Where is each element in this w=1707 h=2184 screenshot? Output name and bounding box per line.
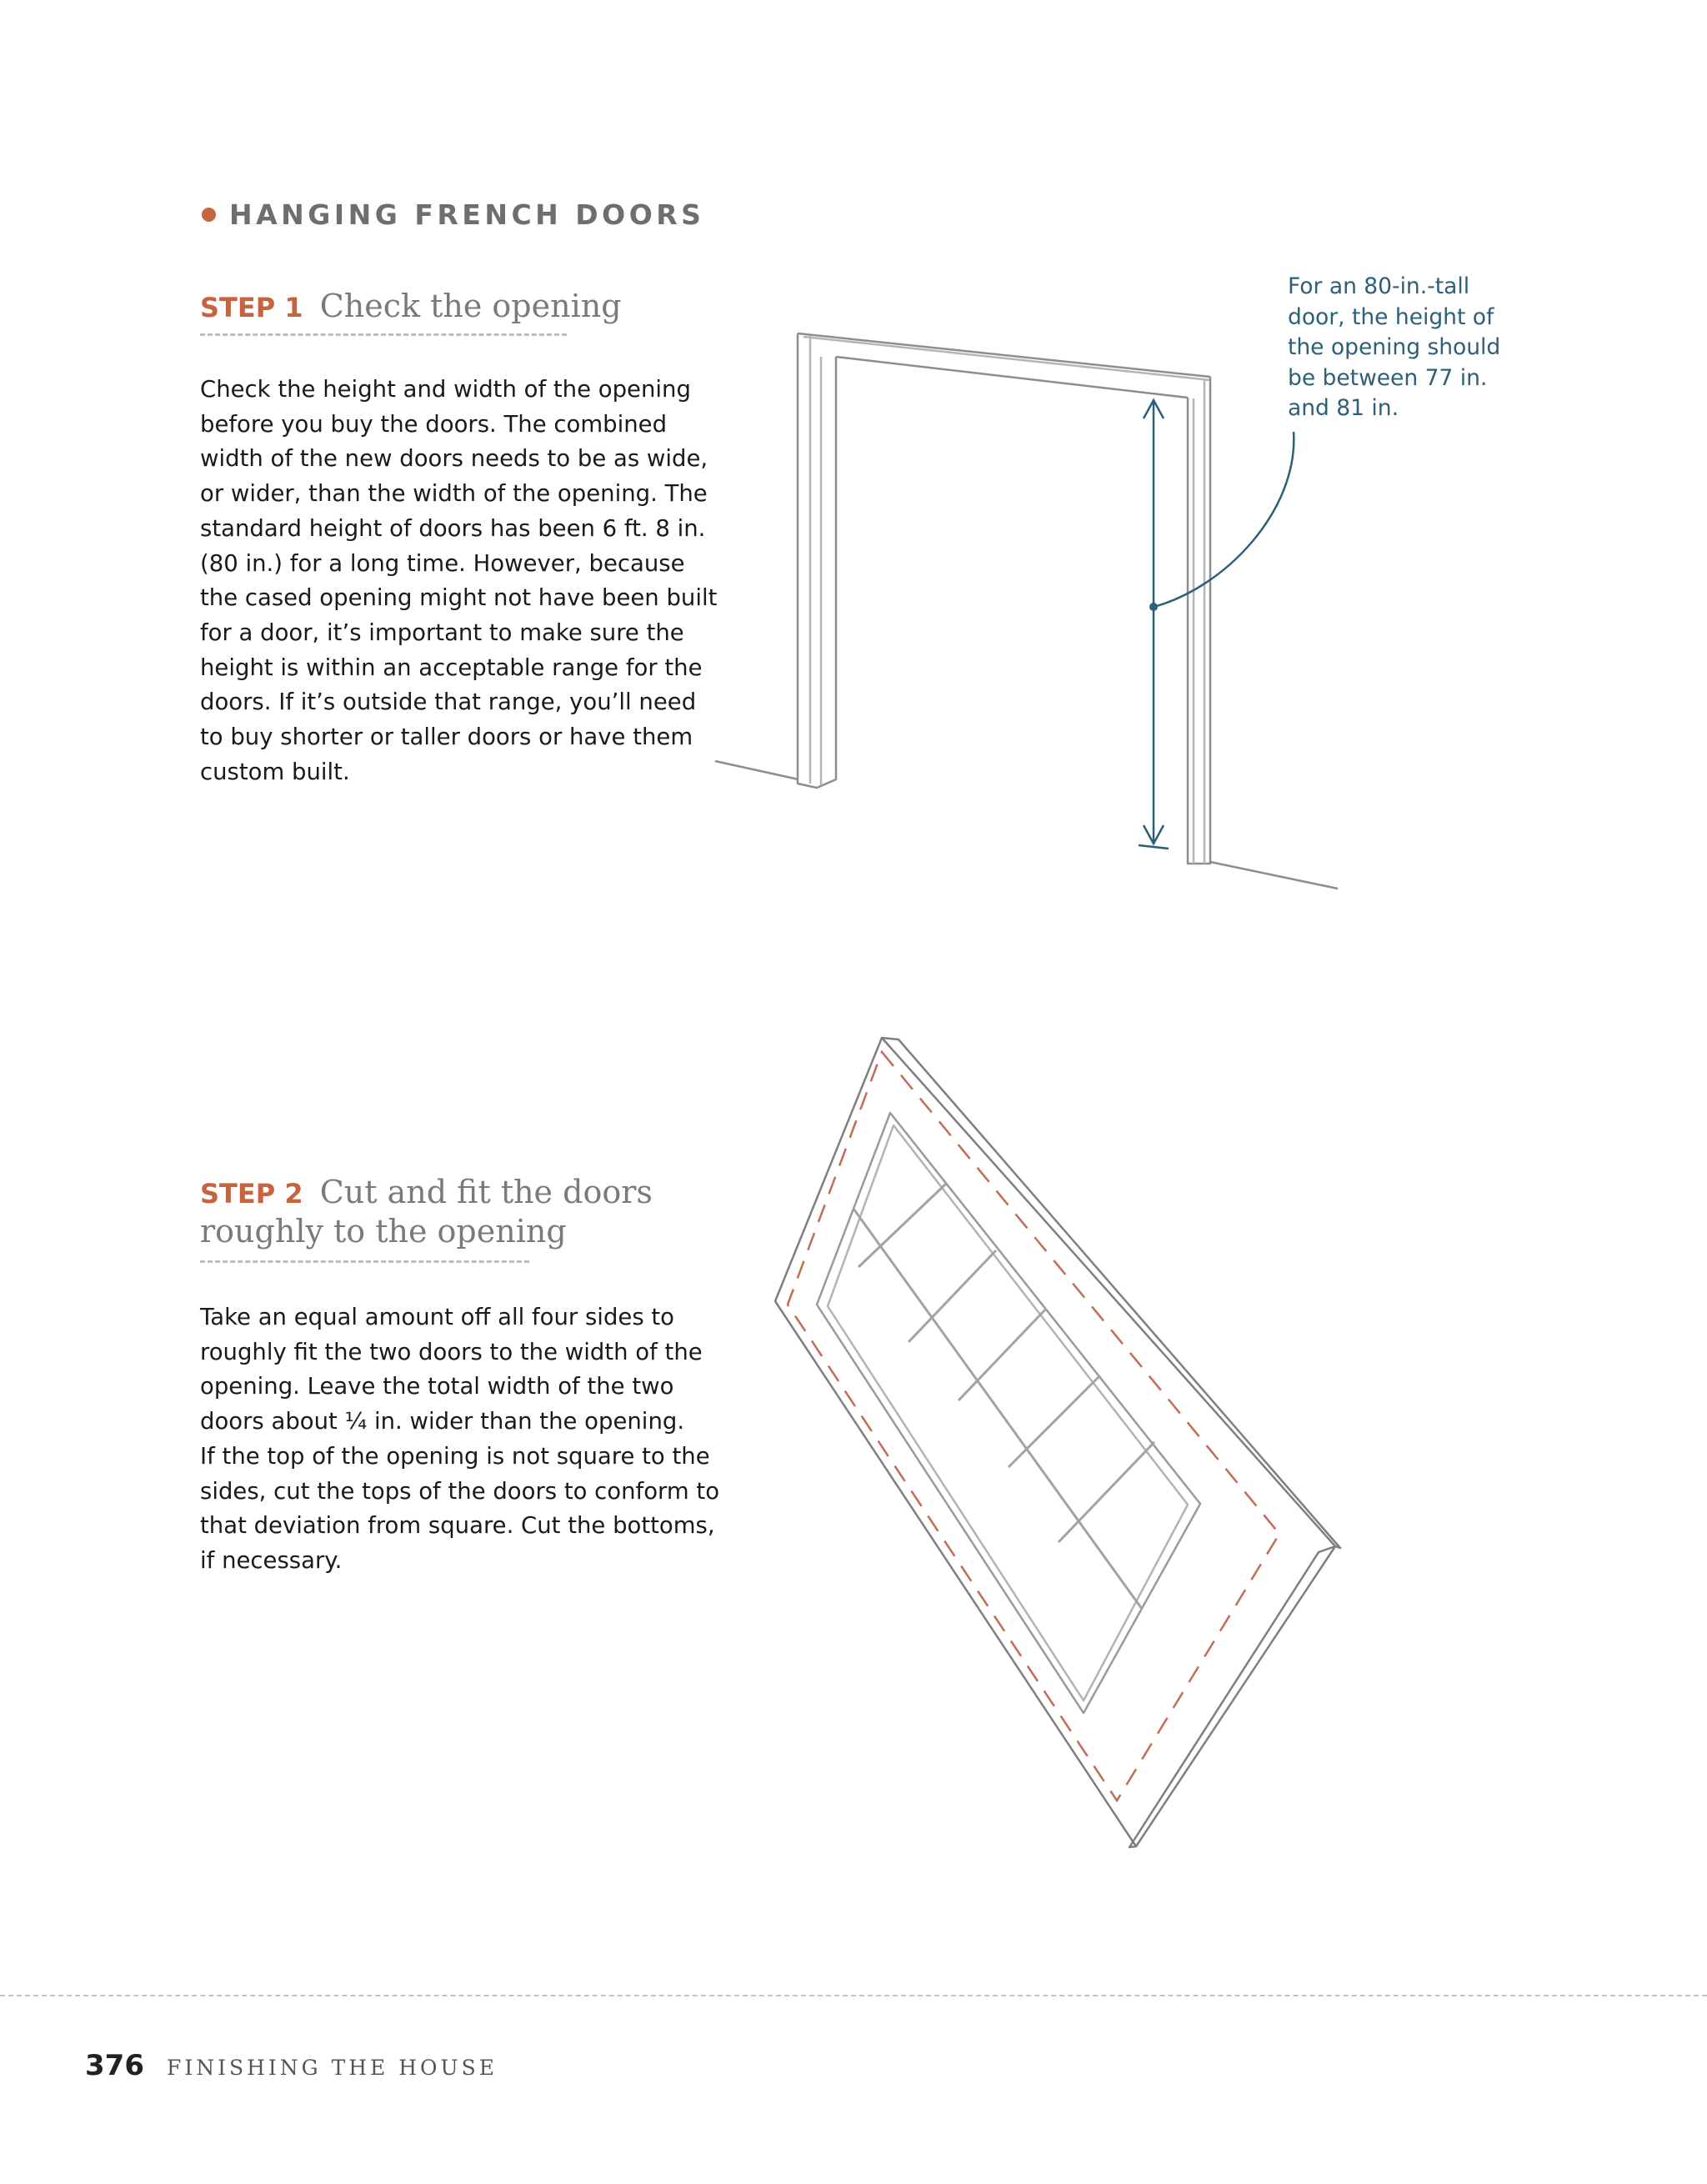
- callout-line: be between 77 in.: [1288, 364, 1488, 391]
- body-line: doors. If it’s outside that range, you’ll need: [200, 689, 697, 716]
- step1-label: STEP 1: [200, 292, 303, 323]
- body-line: custom built.: [200, 758, 350, 785]
- callout-line: door, the height of: [1288, 303, 1494, 330]
- body-line: the cased opening might not have been built: [200, 584, 718, 612]
- body-line: Take an equal amount off all four sides to: [200, 1304, 675, 1330]
- body-line: before you buy the doors. The combined: [200, 410, 668, 438]
- body-line: height is within an acceptable range for the: [200, 654, 703, 681]
- body-line: roughly fit the two doors to the width of the: [200, 1338, 703, 1365]
- body-line: If the top of the opening is not square to the: [200, 1442, 710, 1470]
- page-number: 376: [85, 2049, 144, 2082]
- section-title-text: HANGING FRENCH DOORS: [229, 198, 705, 231]
- body-line: width of the new doors needs to be as wide,: [200, 445, 708, 473]
- cut-line-dashed: [788, 1052, 1279, 1801]
- body-line: or wider, than the width of the opening. The: [200, 480, 708, 508]
- step2-heading-line1: Cut and fit the doors: [319, 1174, 653, 1210]
- body-line: (80 in.) for a long time. However, because: [200, 549, 685, 577]
- door-slab: [775, 1038, 1335, 1846]
- body-line: that deviation from square. Cut the bottoms,: [200, 1512, 715, 1540]
- callout-line: For an 80-in.-tall: [1288, 273, 1470, 299]
- body-line: sides, cut the tops of the doors to conform to: [200, 1477, 720, 1505]
- glass-frame: [817, 1113, 1200, 1713]
- step1-heading-text: Check the opening: [319, 288, 622, 324]
- body-line: standard height of doors has been 6 ft. 8 in.: [200, 514, 706, 542]
- callout-line: the opening should: [1288, 334, 1501, 361]
- body-line: opening. Leave the total width of the two: [200, 1373, 674, 1400]
- step2-label: STEP 2: [200, 1178, 303, 1210]
- body-line: if necessary.: [200, 1546, 343, 1574]
- footer-rule: [0, 1995, 1707, 1996]
- step2-heading-line2: roughly to the opening: [200, 1213, 567, 1250]
- body-line: to buy shorter or taller doors or have them: [200, 724, 693, 751]
- body-line: for a door, it’s important to make sure the: [200, 619, 684, 646]
- running-head: FINISHING THE HOUSE: [167, 2056, 498, 2080]
- callout-line: and 81 in.: [1288, 395, 1399, 422]
- body-line: Check the height and width of the opening: [200, 376, 691, 403]
- body-line: doors about ¼ in. wider than the opening.: [200, 1408, 685, 1435]
